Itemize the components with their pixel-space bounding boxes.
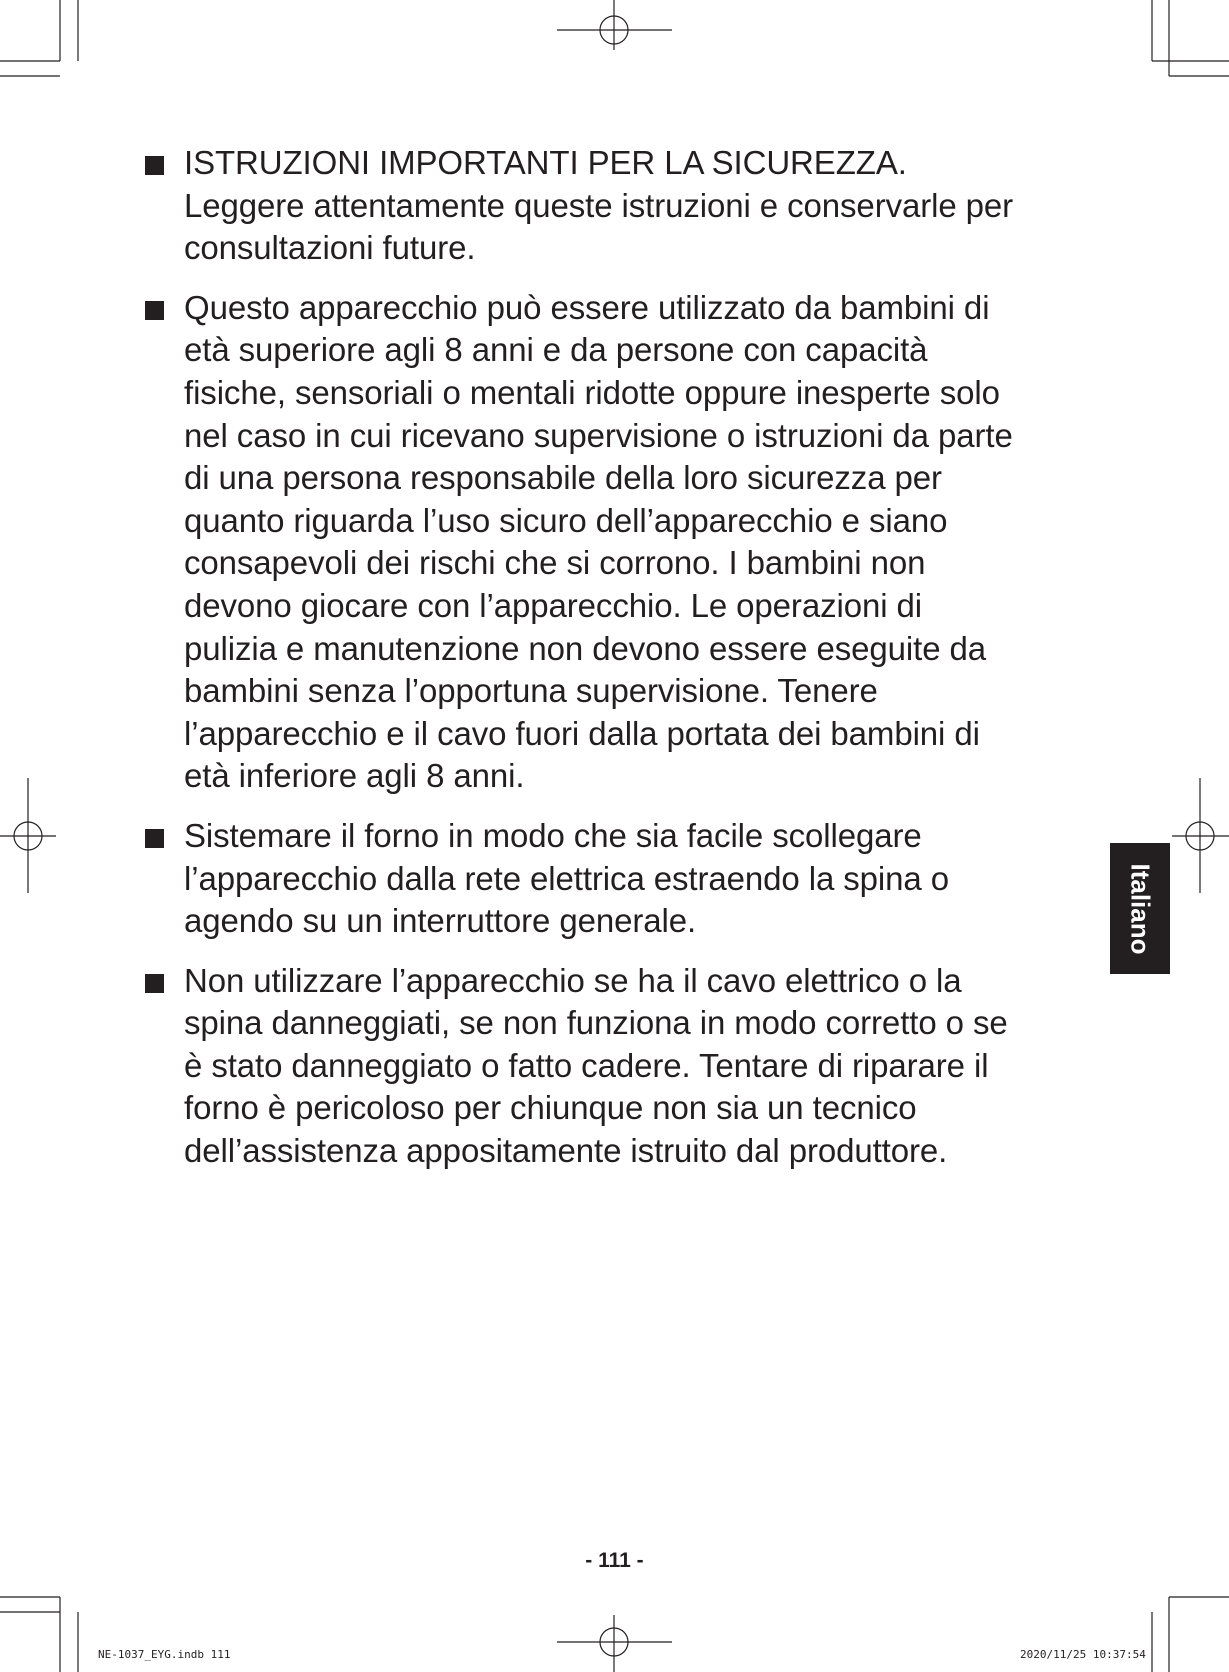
square-bullet-icon	[145, 156, 164, 175]
bullet-text: Sistemare il forno in modo che sia facile scollegare l’apparecchio dalla rete elettrica estraendo la spina o agendo su un interruttore generale.	[184, 816, 949, 940]
safety-instructions	[145, 142, 1090, 1190]
print-slug-datetime: 2020/11/25 10:37:54	[1020, 1648, 1146, 1661]
print-slug-file: NE-1037_EYG.indb 111	[98, 1648, 231, 1661]
bullet-text: Questo apparecchio può essere utilizzato da bambini di età superiore agli 8 anni e da persone con capacità fisiche, sensoriali o mentali ridotte oppure inesperte solo nel caso in cui ricevano supervisione o istruzioni da parte di una persona responsabile della loro sicurezza per quanto riguarda l’uso sicuro dell’apparecchio e siano consapevoli dei rischi che si corrono. I bambini non devono giocare con l’apparecchio. Le operazioni di pulizia e manutenzione non devono essere eseguite da bambini senza l’opportuna supervisione. Tenere l’apparecchio e il cavo fuori dalla portata dei bambini di età inferiore agli 8 anni.	[184, 288, 1013, 795]
language-tab-label: Italiano	[1125, 862, 1156, 955]
page-number: - 111 -	[585, 1549, 644, 1572]
square-bullet-icon	[145, 974, 164, 993]
bullet-text: Non utilizzare l’apparecchio se ha il cavo elettrico o la spina danneggiati, se non funziona in modo corretto o se è stato danneggiato o fatto cadere. Tentare di riparare il forno è pericoloso per chiunque non sia un tecnico dell’assistenza appositamente istruito dal produttore.	[184, 961, 1008, 1170]
bullet-item	[145, 960, 1090, 1173]
square-bullet-icon	[145, 829, 164, 848]
bullet-item	[145, 287, 1090, 798]
language-tab	[1110, 843, 1170, 974]
bullet-item	[145, 815, 1090, 943]
square-bullet-icon	[145, 301, 164, 320]
bullet-text: ISTRUZIONI IMPORTANTI PER LA SICUREZZA. Leggere attentamente queste istruzioni e conservarle per consultazioni future.	[184, 144, 1014, 267]
bullet-item	[145, 142, 1090, 270]
